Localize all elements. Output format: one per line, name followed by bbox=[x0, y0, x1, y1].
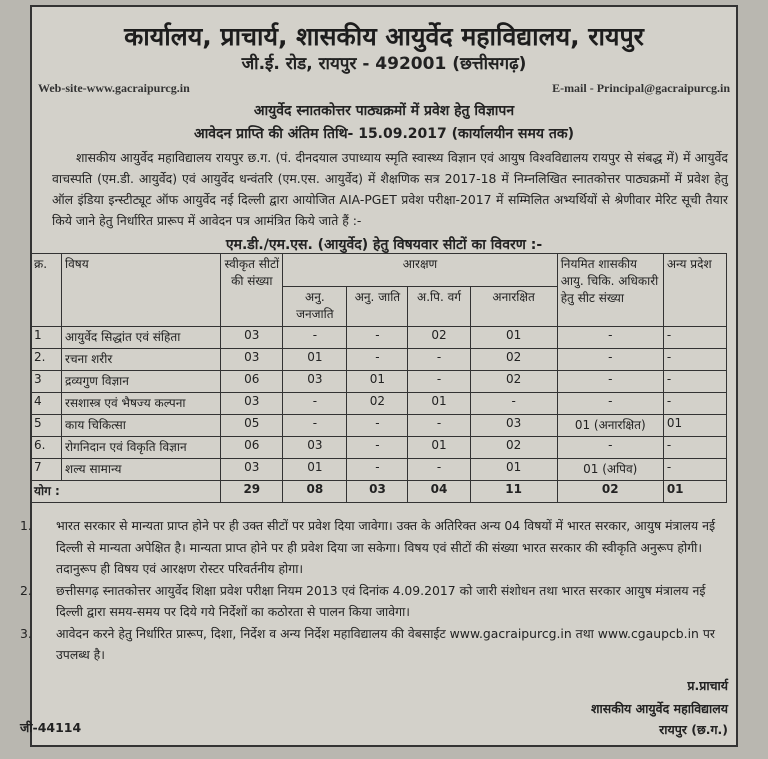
signature-place: रायपुर (छ.ग.) bbox=[659, 722, 728, 737]
col-reservation: आरक्षण bbox=[283, 254, 557, 287]
total-cell: 03 bbox=[347, 481, 408, 503]
table-cell: - bbox=[663, 371, 726, 393]
table-row bbox=[31, 393, 727, 415]
table-cell: 02 bbox=[408, 327, 470, 349]
table-cell: - bbox=[283, 393, 347, 415]
col-st: अनु. जनजाति bbox=[283, 287, 347, 327]
table-cell: 01 bbox=[283, 349, 347, 371]
notes bbox=[20, 515, 730, 666]
intro-paragraph: शासकीय आयुर्वेद महाविद्यालय रायपुर छ.ग. (पं. दीनदयाल उपाध्याय स्मृति स्वास्थ्य विज्ञान एवं आयुष विश्वविद्यालय रायपुर से संबद्ध में) में आयुर्वेद वाचस्पति (एम.डी. आयुर्वेद) एवं आयुर्वेद धन्वंतरि (एम.एस. आयुर्वेद) में शैक्षणिक सत्र 2017-18 में निम्नलिखित स्नातकोत्तर पाठ्यक्रमों में प्रवेश हेतु ऑल इंडिया इन्स्टीट्यूट ऑफ आयुर्वेद नई दिल्ली द्वारा आयोजित AIA-PGET प्रवेश परीक्षा-2017 में सम्मिलित अभ्यर्थियों से श्रेणीवार मेरिट सूची तैयार किये जाने हेतु निर्धारित प्रारूप में आवेदन पत्र आमंत्रित किये जाते हैं :- bbox=[52, 150, 728, 228]
subject-cell: रोगनिदान एवं विकृति विज्ञान bbox=[62, 437, 221, 459]
subject-cell: द्रव्यगुण विज्ञान bbox=[62, 371, 221, 393]
signature-designation: प्र.प्राचार्य bbox=[687, 678, 728, 693]
table-cell: - bbox=[408, 459, 470, 481]
subject-cell: रचना शरीर bbox=[62, 349, 221, 371]
table-cell: - bbox=[347, 349, 408, 371]
col-sanctioned: स्वीकृत सीटों की संख्या bbox=[221, 254, 283, 327]
email: E-mail - Principal@gacraipurcg.in bbox=[552, 81, 730, 95]
table-cell: 02 bbox=[470, 371, 557, 393]
table-row bbox=[31, 437, 727, 459]
table-cell: - bbox=[663, 349, 726, 371]
col-govt: नियमित शासकीय आयु. चिकि. अधिकारी हेतु सीट संख्या bbox=[557, 254, 663, 327]
table-cell: 1 bbox=[31, 327, 62, 349]
office-title: कार्यालय, प्राचार्य, शासकीय आयुर्वेद महाविद्यालय, रायपुर bbox=[124, 22, 644, 51]
table-cell: - bbox=[470, 393, 557, 415]
address: जी.ई. रोड, रायपुर - 492001 (छत्तीसगढ़) bbox=[241, 54, 527, 74]
table-cell: 2. bbox=[31, 349, 62, 371]
total-cell: 11 bbox=[470, 481, 557, 503]
table-cell: 01 bbox=[347, 371, 408, 393]
table-cell: - bbox=[408, 415, 470, 437]
table-cell: - bbox=[347, 327, 408, 349]
table-cell: 5 bbox=[31, 415, 62, 437]
table-cell: 01 bbox=[470, 459, 557, 481]
table-row bbox=[31, 349, 727, 371]
table-cell: - bbox=[557, 393, 663, 415]
table-cell: - bbox=[557, 437, 663, 459]
table-cell: 02 bbox=[470, 437, 557, 459]
table-cell: - bbox=[557, 371, 663, 393]
ad-heading: आयुर्वेद स्नातकोत्तर पाठ्यक्रमों में प्रवेश हेतु विज्ञापन bbox=[253, 103, 515, 119]
website: Web-site-www.gacraipurcg.in bbox=[38, 81, 190, 95]
subject-cell: रसशास्त्र एवं भैषज्य कल्पना bbox=[62, 393, 221, 415]
note-text: आवेदन करने हेतु निर्धारित प्रारूप, दिशा, निर्देश व अन्य निर्देश महाविद्यालय की वेबसाईट www.gacraipurcg.in तथा www.cgaupcb.in पर उपलब्ध है। bbox=[56, 625, 715, 662]
table-cell: 03 bbox=[221, 393, 283, 415]
seat-table bbox=[30, 253, 727, 503]
ad-code: जी-44114 bbox=[20, 720, 82, 735]
col-obc: अ.पि. वर्ग bbox=[408, 287, 470, 327]
col-other: अन्य प्रदेश bbox=[663, 254, 726, 327]
signature-institution: शासकीय आयुर्वेद महाविद्यालय bbox=[591, 701, 728, 716]
table-cell: - bbox=[283, 327, 347, 349]
note-item bbox=[20, 623, 730, 666]
last-date: आवेदन प्राप्ति की अंतिम तिथि- 15.09.2017 (कार्यालयीन समय तक) bbox=[193, 126, 575, 142]
table-cell: - bbox=[347, 415, 408, 437]
total-cell: 04 bbox=[408, 481, 470, 503]
table-cell: 03 bbox=[221, 327, 283, 349]
table-row bbox=[31, 371, 727, 393]
table-cell: 02 bbox=[347, 393, 408, 415]
table-cell: - bbox=[347, 437, 408, 459]
table-cell: 01 (अनारक्षित) bbox=[557, 415, 663, 437]
table-cell: - bbox=[663, 437, 726, 459]
subject-cell: आयुर्वेद सिद्धांत एवं संहिता bbox=[62, 327, 221, 349]
table-cell: 01 bbox=[663, 415, 726, 437]
table-cell: 03 bbox=[221, 459, 283, 481]
table-cell: 06 bbox=[221, 371, 283, 393]
table-cell: 03 bbox=[283, 371, 347, 393]
table-cell: - bbox=[408, 349, 470, 371]
table-cell: - bbox=[283, 415, 347, 437]
table-cell: 05 bbox=[221, 415, 283, 437]
table-row bbox=[31, 459, 727, 481]
total-cell: 01 bbox=[663, 481, 726, 503]
total-label: योग : bbox=[31, 481, 221, 503]
table-row bbox=[31, 327, 727, 349]
note-number: 2. bbox=[20, 582, 32, 598]
note-text: भारत सरकार से मान्यता प्राप्त होने पर ही उक्त सीटों पर प्रवेश दिया जावेगा। उक्त के अतिरिक्त अन्य 04 विषयों में भारत सरकार, आयुष मंत्रालय नई दिल्ली से मान्यता अपेक्षित है। मान्यता प्राप्त होने पर ही प्रवेश दिया जा सकेगा। विषय एवं सीटों की संख्या भारत सरकार की स्वीकृति अनुरूप होगी। तदानुरूप ही विषय एवं आरक्षण रोस्टर परिवर्तनीय होगा। bbox=[56, 518, 716, 576]
note-item bbox=[20, 580, 730, 623]
table-cell: 01 bbox=[283, 459, 347, 481]
table-cell: 01 (अपिव) bbox=[557, 459, 663, 481]
table-cell: 06 bbox=[221, 437, 283, 459]
table-cell: 4 bbox=[31, 393, 62, 415]
total-cell: 29 bbox=[221, 481, 283, 503]
col-subject: विषय bbox=[62, 254, 221, 327]
total-row bbox=[31, 481, 727, 503]
table-cell: - bbox=[347, 459, 408, 481]
advertisement bbox=[20, 5, 738, 747]
total-cell: 02 bbox=[557, 481, 663, 503]
col-sno: क्र. bbox=[31, 254, 62, 327]
subject-cell: शल्य सामान्य bbox=[62, 459, 221, 481]
table-cell: - bbox=[663, 459, 726, 481]
table-cell: 02 bbox=[470, 349, 557, 371]
note-text: छत्तीसगढ़ स्नातकोत्तर आयुर्वेद शिक्षा प्रवेश परीक्षा नियम 2013 एवं दिनांक 4.09.2017 को जारी संशोधन तथा भारत सरकार आयुष मंत्रालय नई दिल्ली द्वारा समय-समय पर दिये गये निर्देशों का कठोरता से पालन किया जावेगा। bbox=[56, 582, 706, 619]
table-cell: - bbox=[663, 393, 726, 415]
table-cell: 01 bbox=[408, 437, 470, 459]
table-cell: 01 bbox=[470, 327, 557, 349]
table-cell: - bbox=[557, 349, 663, 371]
table-row bbox=[31, 415, 727, 437]
table-cell: 6. bbox=[31, 437, 62, 459]
subject-cell: काय चिकित्सा bbox=[62, 415, 221, 437]
note-item bbox=[20, 515, 730, 580]
col-sc: अनु. जाति bbox=[347, 287, 408, 327]
col-unreserved: अनारक्षित bbox=[470, 287, 557, 327]
table-cell: 03 bbox=[221, 349, 283, 371]
table-title: एम.डी./एम.एस. (आयुर्वेद) हेतु विषयवार सीटों का विवरण :- bbox=[225, 237, 543, 253]
table-cell: - bbox=[663, 327, 726, 349]
table-cell: 7 bbox=[31, 459, 62, 481]
note-number: 1. bbox=[20, 518, 32, 533]
table-cell: - bbox=[408, 371, 470, 393]
table-cell: 03 bbox=[470, 415, 557, 437]
table-cell: 01 bbox=[408, 393, 470, 415]
total-cell: 08 bbox=[283, 481, 347, 503]
note-number: 3. bbox=[20, 625, 32, 641]
table-cell: 03 bbox=[283, 437, 347, 459]
table-cell: 3 bbox=[31, 371, 62, 393]
table-cell: - bbox=[557, 327, 663, 349]
